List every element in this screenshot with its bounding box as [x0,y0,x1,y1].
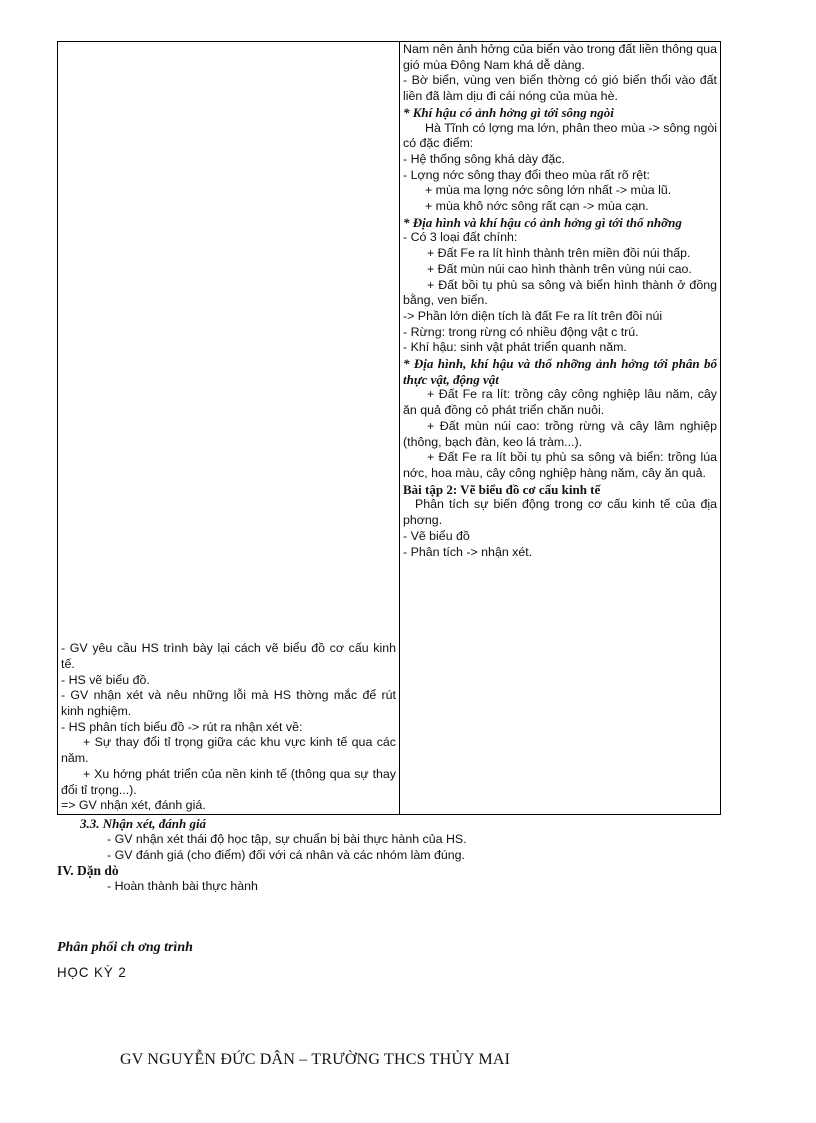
content-line: + Đất Fe ra lít: trồng cây công nghiệp lâu năm, cây ăn quả đồng cỏ phát triển chăn nuôi. [403,387,717,418]
content-line: + Đất mùn núi cao hình thành trên vùng núi cao. [427,261,692,276]
left-line: - GV yêu cầu HS trình bày lại cách vẽ biểu đồ cơ cấu kinh tế. [61,641,396,671]
content-line: + mùa ma lợng nớc sông lớn nhất -> mùa lũ. [425,183,672,198]
left-line: - HS vẽ biểu đồ. [61,672,150,687]
content-line: - Vẽ biểu đồ [403,528,470,543]
table-row [58,42,721,815]
content-line: Hà Tĩnh có lợng ma lớn, phân theo mùa -> sông ngòi có đặc điểm: [403,120,717,151]
content-line: + Đất Fe ra lít hình thành trên miền đồi núi thấp. [427,246,691,261]
content-line: - Khí hậu: sinh vật phát triển quanh năm. [403,340,627,355]
content-line: Phân tích sự biến động trong cơ cấu kinh tế của địa phơng. [403,497,717,528]
content-line: + Đất bồi tụ phù sa sông và biển hình thành ở đồng bằng, ven biển. [403,277,717,308]
content-line: + Đất mùn núi cao: trồng rừng và cây lâm nghiệp (thông, bạch đàn, keo lá tràm...). [403,418,717,449]
left-line: - HS phân tích biểu đồ -> rút ra nhận xét về: [61,719,303,734]
section-3-3-title: 3.3. Nhận xét, đánh giá [80,816,207,831]
content-line: + Đất Fe ra lít bồi tụ phù sa sông và biển: trồng lúa nớc, hoa màu, cây công nghiệp hàng năm, cây ăn quả. [403,450,717,480]
content-line: Nam nên ảnh hởng của biển vào trong đất liền thông qua gió mùa Đông Nam khá dễ dàng. [403,42,717,72]
content-line: + mùa khô nớc sông rất cạn -> mùa cạn. [425,199,649,214]
lesson-table [57,41,721,815]
heading-climate-rivers: * Khí hậu có ảnh hởng gì tới sông ngòi [403,104,614,120]
left-line: => GV nhận xét, đánh giá. [61,798,206,813]
content-line: - Có 3 loại đất chính: [403,230,518,245]
teacher-activity-cell [58,42,400,815]
heading-terrain-soil: * Địa hình và khí hậu có ảnh hởng gì tới thổ nhỡng [403,214,682,230]
section-3-3-line: - GV đánh giá (cho điểm) đối với cá nhân và các nhóm làm đúng. [107,848,466,862]
teacher-activity-block [61,641,396,814]
heading-flora-fauna: * Địa hình, khí hậu và thổ nhỡng ảnh hởng tới phân bố thực vật, động vật [403,356,717,387]
left-line: + Xu hớng phát triển của nền kinh tế (thông qua sự thay đổi tỉ trọng...). [61,766,396,797]
lesson-content-cell [400,42,721,815]
content-line: - Bờ biển, vùng ven biển thờng có gió biển thổi vào đất liền đã làm dịu đi cái nóng của mùa hè. [403,73,717,104]
left-line: + Sự thay đổi tỉ trọng giữa các khu vực kinh tế qua các năm. [61,735,396,766]
content-line: - Lợng nớc sông thay đổi theo mùa rất rõ rệt: [403,167,650,182]
left-line: - GV nhận xét và nêu những lỗi mà HS thờng mắc để rút kinh nghiệm. [61,688,396,719]
section-4-title: IV. Dặn dò [57,863,119,878]
content-line: - Phân tích -> nhận xét. [403,544,533,559]
content-line: -> Phần lớn diện tích là đất Fe ra lít trên đồi núi [403,308,663,323]
exercise-2-title: Bài tập 2: Vẽ biểu đồ cơ cấu kinh tế [403,481,601,497]
page-footer: GV NGUYỄN ĐỨC DÂN – TRƯỜNG THCS THỦY MAI [120,1051,511,1068]
content-line: - Rừng: trong rừng có nhiều động vật c trú. [403,324,639,339]
section-4-line: - Hoàn thành bài thực hành [107,879,258,893]
section-3-3-line: - GV nhận xét thái độ học tập, sự chuẩn bị bài thực hành của HS. [107,832,467,846]
content-line: - Hệ thống sông khá dày đặc. [403,151,565,166]
semester-label: HỌC KỲ 2 [57,964,127,980]
program-title: Phân phối ch ơng trình [57,940,193,955]
